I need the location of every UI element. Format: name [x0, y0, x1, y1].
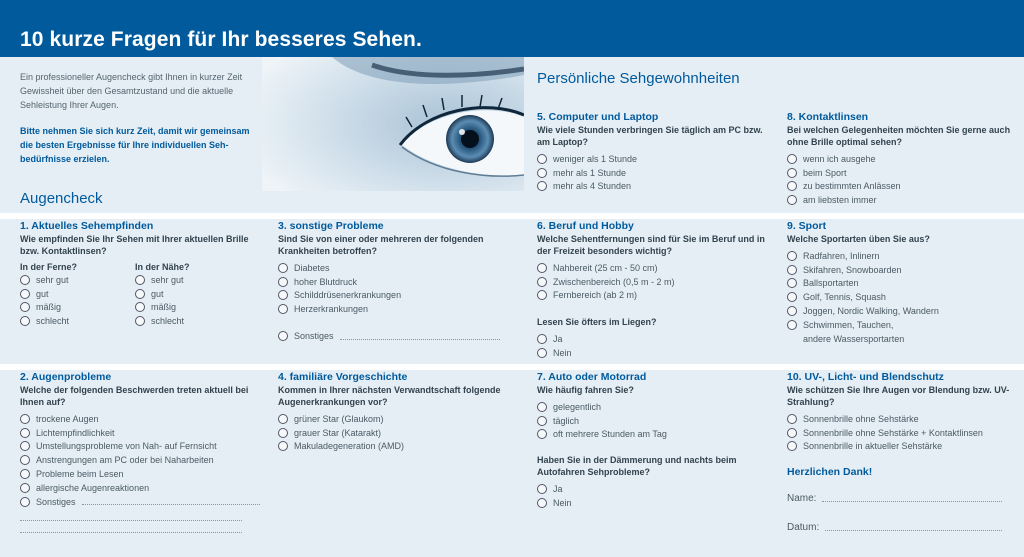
option-label: allergische Augenreaktionen [36, 482, 150, 493]
write-in-line[interactable] [20, 509, 242, 521]
question-10 [787, 371, 1017, 453]
option-label: Nahbereit (25 cm - 50 cm) [553, 262, 658, 273]
radio-circle[interactable] [537, 402, 547, 412]
option-sonnenbrille-sehstaerke[interactable] [787, 440, 1017, 454]
section-heading-augencheck: Augencheck [20, 190, 103, 207]
eye-photo [262, 57, 524, 191]
option-allergische-reaktionen[interactable] [20, 481, 260, 495]
option-continuation: andere Wassersportarten [803, 333, 905, 344]
option-nein[interactable] [537, 346, 772, 360]
option-label: zu bestimmten Anlässen [803, 181, 901, 192]
question-text: Welche Sportarten üben Sie aus? [787, 234, 930, 244]
question-title: 6. Beruf und Hobby [537, 220, 634, 232]
radio-circle[interactable] [787, 181, 797, 191]
option-mehr-4-stunden[interactable] [537, 180, 772, 194]
option-label: grüner Star (Glaukom) [294, 413, 384, 424]
option-label: Makuladegeneration (AMD) [294, 441, 405, 452]
option-mehr-1-stunde[interactable] [537, 166, 772, 180]
radio-circle[interactable] [20, 316, 30, 326]
option-taeglich[interactable] [537, 414, 772, 428]
option-diabetes[interactable] [278, 261, 518, 275]
radio-circle[interactable] [537, 498, 547, 508]
header-bar [0, 0, 1024, 57]
option-label: schlecht [36, 316, 70, 327]
question-text: Sind Sie von einer oder mehreren der folgenden Krankheiten betroffen? [278, 234, 484, 256]
radio-circle[interactable] [135, 275, 145, 285]
option-trockene-augen[interactable] [20, 412, 260, 426]
option-label: wenn ich ausgehe [803, 153, 876, 164]
option-label: gut [151, 288, 164, 299]
option-grauer-star[interactable] [278, 426, 518, 440]
option-label: Schwimmen, Tauchen, [803, 319, 894, 330]
radio-circle[interactable] [537, 181, 547, 191]
option-radfahren[interactable] [787, 249, 1012, 263]
radio-circle[interactable] [787, 195, 797, 205]
radio-circle[interactable] [20, 483, 30, 493]
radio-circle[interactable] [537, 154, 547, 164]
option-anstrengungen[interactable] [20, 453, 260, 467]
radio-circle[interactable] [20, 469, 30, 479]
question-text: Welche Sehentfernungen sind für Sie im Beruf und in der Freizeit besonders wichtig? [537, 234, 765, 256]
question-1 [20, 220, 260, 328]
option-label: Probleme beim Lesen [36, 469, 124, 480]
option-oft-mehrere-stunden[interactable] [537, 428, 772, 442]
option-label: Zwischenbereich (0,5 m - 2 m) [553, 276, 675, 287]
option-near-schlecht[interactable] [135, 314, 250, 328]
option-label: Nein [553, 348, 572, 359]
question-9 [787, 220, 1012, 346]
thanks-text: Herzlichen Dank! [787, 466, 873, 478]
option-sport[interactable] [787, 166, 1012, 180]
radio-circle[interactable] [278, 414, 288, 424]
radio-circle[interactable] [787, 265, 797, 275]
radio-circle[interactable] [278, 277, 288, 287]
radio-circle[interactable] [787, 306, 797, 316]
radio-circle[interactable] [20, 414, 30, 424]
option-label: Golf, Tennis, Squash [803, 292, 886, 303]
option-label: Sonstiges [294, 331, 334, 342]
radio-circle[interactable] [787, 278, 797, 288]
question-text: Welche der folgenden Beschwerden treten aktuell bei Ihnen auf? [20, 385, 249, 407]
spacer [537, 441, 772, 454]
option-label: am liebsten immer [803, 195, 877, 206]
radio-circle[interactable] [537, 263, 547, 273]
write-in-line[interactable] [82, 504, 260, 505]
option-label: Ja [553, 334, 563, 345]
radio-circle[interactable] [787, 414, 797, 424]
divider [0, 364, 1024, 370]
option-label: Umstellungsprobleme von Nah- auf Fernsicht [36, 441, 217, 452]
question-text: Wie viele Stunden verbringen Sie täglich am PC bzw. am Laptop? [537, 125, 763, 147]
eye-illustration [262, 57, 524, 191]
option-near-maessig[interactable] [135, 301, 250, 315]
option-label: mäßig [151, 302, 177, 313]
option-golf-tennis[interactable] [787, 290, 1012, 304]
radio-circle[interactable] [537, 277, 547, 287]
option-ausgehen[interactable] [787, 152, 1012, 166]
radio-circle[interactable] [135, 302, 145, 312]
option-label: schlecht [151, 316, 185, 327]
radio-circle[interactable] [537, 429, 547, 439]
option-near-gut[interactable] [135, 287, 250, 301]
name-line[interactable] [822, 501, 1002, 502]
option-ballsport[interactable] [787, 277, 1012, 291]
question-3 [278, 220, 518, 343]
radio-circle[interactable] [20, 428, 30, 438]
option-label: Lichtempfindlichkeit [36, 427, 115, 438]
option-label: Sonnenbrille in aktueller Sehstärke [803, 441, 943, 452]
write-in-line[interactable] [340, 339, 500, 340]
question-title: 4. familiäre Vorgeschichte [278, 371, 408, 383]
option-immer[interactable] [787, 193, 1012, 207]
option-label: oft mehrere Stunden am Tag [553, 429, 667, 440]
option-herzerkrankungen[interactable] [278, 302, 518, 316]
option-ja[interactable] [537, 482, 772, 496]
option-ja[interactable] [537, 332, 772, 346]
option-label: Fernbereich (ab 2 m) [553, 290, 638, 301]
option-label: mäßig [36, 302, 62, 313]
question-2 [20, 371, 260, 533]
section-heading-sehgewohnheiten: Persönliche Sehgewohnheiten [537, 70, 740, 87]
name-label: Name: [787, 493, 817, 504]
radio-circle[interactable] [278, 290, 288, 300]
option-far-schlecht[interactable] [20, 314, 135, 328]
far-label: In der Ferne? [20, 262, 78, 272]
option-lichtempfindlichkeit[interactable] [20, 426, 260, 440]
radio-circle[interactable] [278, 263, 288, 273]
option-label: Radfahren, Inlinern [803, 250, 880, 261]
question-title: 7. Auto oder Motorrad [537, 371, 647, 383]
option-label: sehr gut [36, 274, 69, 285]
option-label: Schilddrüsenerkrankungen [294, 290, 402, 301]
radio-circle[interactable] [787, 441, 797, 451]
option-sonnenbrille-kontaktlinsen[interactable] [787, 426, 1017, 440]
option-sonstiges[interactable] [278, 329, 500, 343]
option-sonnenbrille-ohne[interactable] [787, 412, 1017, 426]
radio-circle[interactable] [787, 292, 797, 302]
option-far-sehr-gut[interactable] [20, 273, 135, 287]
option-label: gelegentlich [553, 401, 602, 412]
question-7 [537, 371, 772, 510]
radio-circle[interactable] [20, 302, 30, 312]
intro-callout: Bitte nehmen Sie sich kurz Zeit, damit wir gemeinsam die besten Ergebnisse für Ihre individuellen Seh-bedürfnisse erzielen. [20, 126, 250, 164]
option-nein[interactable] [537, 496, 772, 510]
option-weniger-1-stunde[interactable] [537, 152, 772, 166]
intro-text: Ein professioneller Augencheck gibt Ihnen in kurzer Zeit Gewissheit über den Gesamtzustand und die aktuelle Sehleistung Ihrer Augen. [20, 72, 243, 110]
option-blutdruck[interactable] [278, 275, 518, 289]
question-8 [787, 111, 1012, 207]
question-text: Wie schützen Sie Ihre Augen vor Blendung bzw. UV-Strahlung? [787, 385, 1010, 407]
option-joggen[interactable] [787, 304, 1012, 318]
radio-circle[interactable] [537, 290, 547, 300]
radio-circle[interactable] [20, 289, 30, 299]
option-fernbereich[interactable] [537, 289, 772, 303]
radio-circle[interactable] [787, 154, 797, 164]
radio-circle[interactable] [278, 331, 288, 341]
option-far-maessig[interactable] [20, 301, 135, 315]
radio-circle[interactable] [135, 289, 145, 299]
radio-circle[interactable] [787, 428, 797, 438]
question-title: 9. Sport [787, 220, 827, 232]
write-in-line[interactable] [20, 521, 242, 533]
option-near-sehr-gut[interactable] [135, 273, 250, 287]
date-line[interactable] [825, 530, 1002, 531]
option-skifahren[interactable] [787, 263, 1012, 277]
option-label: hoher Blutdruck [294, 276, 358, 287]
option-gruener-star[interactable] [278, 412, 518, 426]
option-label: beim Sport [803, 167, 847, 178]
option-schilddruese[interactable] [278, 289, 518, 303]
option-label: mehr als 1 Stunde [553, 167, 627, 178]
radio-circle[interactable] [537, 416, 547, 426]
radio-circle[interactable] [278, 441, 288, 451]
question-title: 1. Aktuelles Sehempfinden [20, 220, 154, 232]
radio-circle[interactable] [537, 334, 547, 344]
radio-circle[interactable] [20, 441, 30, 451]
question-text: Wie häufig fahren Sie? [537, 385, 634, 395]
option-label: weniger als 1 Stunde [553, 153, 638, 164]
question-text: Bei welchen Gelegenheiten möchten Sie gerne auch ohne Brille optimal sehen? [787, 125, 1011, 147]
question-title: 2. Augenprobleme [20, 371, 112, 383]
spacer [278, 316, 518, 329]
radio-circle[interactable] [20, 275, 30, 285]
option-label: grauer Star (Katarakt) [294, 427, 382, 438]
radio-circle[interactable] [278, 304, 288, 314]
option-label: trockene Augen [36, 413, 99, 424]
question-text-2: Lesen Sie öfters im Liegen? [537, 317, 657, 328]
option-label: Skifahren, Snowboarden [803, 264, 902, 275]
question-4 [278, 371, 518, 453]
radio-circle[interactable] [787, 320, 797, 330]
option-label: Diabetes [294, 262, 330, 273]
intro [20, 70, 260, 166]
option-label: Anstrengungen am PC oder bei Naharbeiten [36, 455, 214, 466]
option-schwimmen[interactable] [787, 318, 1012, 332]
radio-circle[interactable] [278, 428, 288, 438]
question-title: 8. Kontaktlinsen [787, 111, 869, 123]
question-title: 5. Computer und Laptop [537, 111, 659, 123]
radio-circle[interactable] [135, 316, 145, 326]
radio-circle[interactable] [20, 497, 30, 507]
option-label: Joggen, Nordic Walking, Wandern [803, 306, 939, 317]
option-zwischenbereich[interactable] [537, 275, 772, 289]
radio-circle[interactable] [537, 168, 547, 178]
question-6 [537, 220, 772, 360]
page-title: 10 kurze Fragen für Ihr besseres Sehen. [20, 28, 422, 51]
option-label: Ja [553, 484, 563, 495]
option-anlaesse[interactable] [787, 180, 1012, 194]
question-title: 3. sonstige Probleme [278, 220, 384, 232]
option-label: Sonnenbrille ohne Sehstärke + Kontaktlinsen [803, 427, 983, 438]
question-title: 10. UV-, Licht- und Blendschutz [787, 371, 944, 383]
option-label: sehr gut [151, 274, 184, 285]
option-label: Nein [553, 498, 572, 509]
option-label: täglich [553, 415, 580, 426]
name-field[interactable] [787, 493, 1002, 504]
option-umstellungsprobleme[interactable] [20, 440, 260, 454]
question-text-2: Haben Sie in der Dämmerung und nachts beim Autofahren Sehprobleme? [537, 455, 737, 478]
radio-circle[interactable] [537, 484, 547, 494]
option-nahbereich[interactable] [537, 261, 772, 275]
question-text: Wie empfinden Sie Ihr Sehen mit Ihrer aktuellen Brille bzw. Kontaktlinsen? [20, 234, 249, 256]
option-gelegentlich[interactable] [537, 400, 772, 414]
option-label: Sonnenbrille ohne Sehstärke [803, 413, 919, 424]
question-5 [537, 111, 772, 193]
divider [0, 213, 1024, 219]
option-amd[interactable] [278, 440, 518, 454]
radio-circle[interactable] [20, 455, 30, 465]
radio-circle[interactable] [787, 251, 797, 261]
date-label: Datum: [787, 522, 820, 533]
spacer [537, 302, 772, 316]
option-label: Herzerkrankungen [294, 304, 369, 315]
near-label: In der Nähe? [135, 262, 190, 272]
question-text: Kommen in Ihrer nächsten Verwandtschaft folgende Augenerkrankungen vor? [278, 385, 501, 407]
date-field[interactable] [787, 522, 1002, 533]
option-far-gut[interactable] [20, 287, 135, 301]
radio-circle[interactable] [537, 348, 547, 358]
option-label: Sonstiges [36, 496, 76, 507]
option-label: gut [36, 288, 49, 299]
radio-circle[interactable] [787, 168, 797, 178]
option-label: mehr als 4 Stunden [553, 181, 632, 192]
option-label: Ballsportarten [803, 278, 859, 289]
option-sonstiges[interactable] [20, 495, 260, 509]
option-probleme-lesen[interactable] [20, 467, 260, 481]
